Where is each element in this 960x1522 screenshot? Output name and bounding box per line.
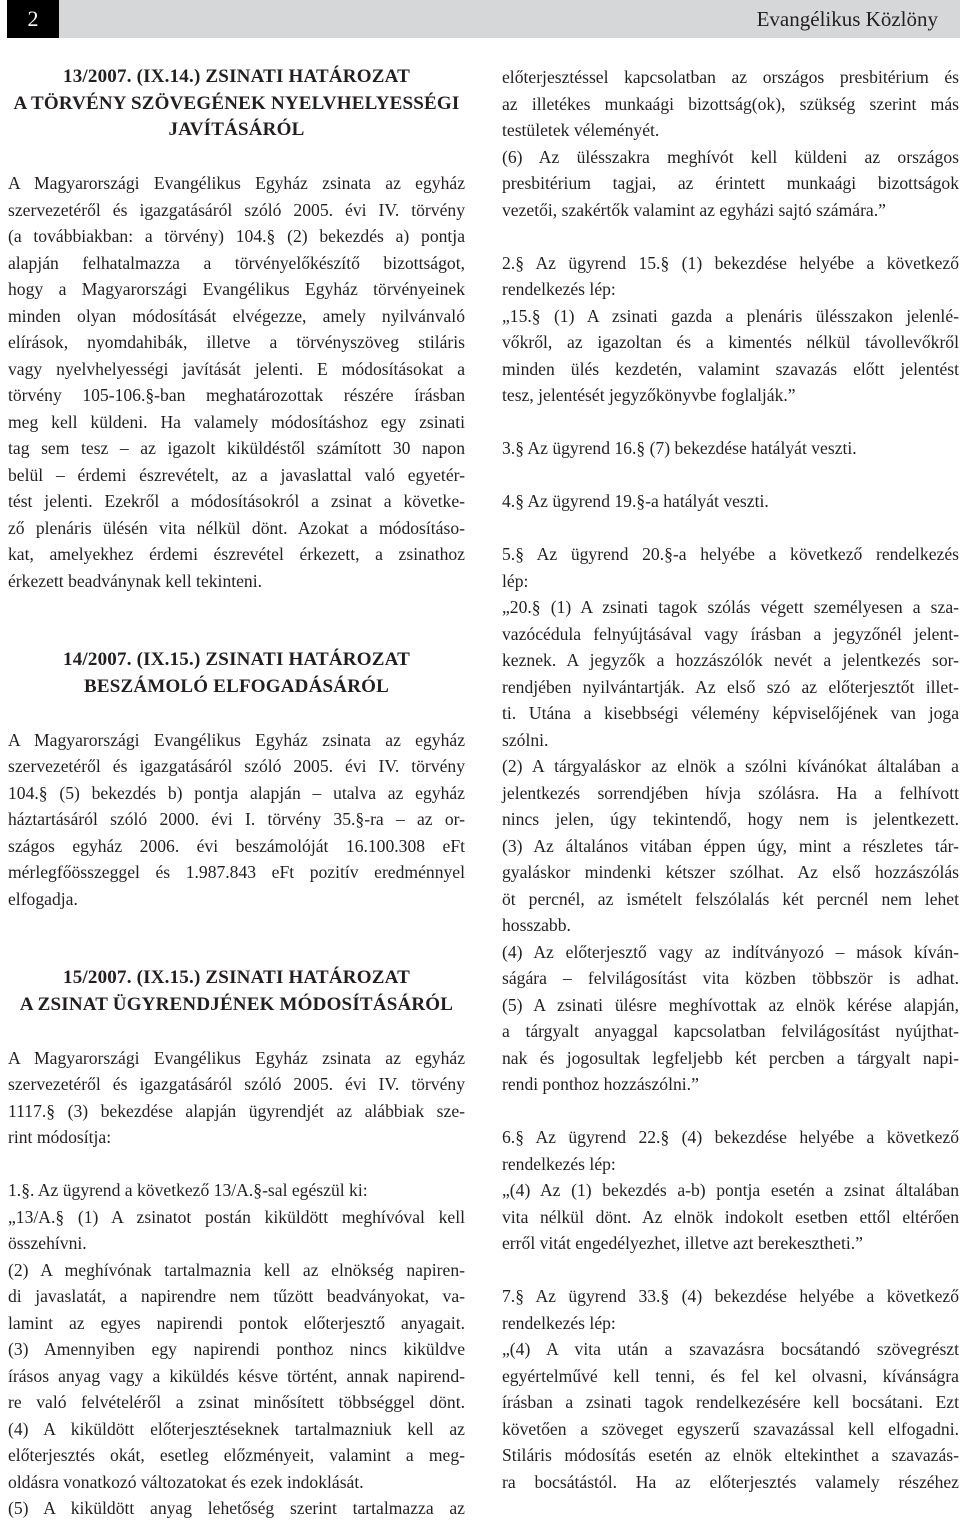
text-line: testületek véleményét. [502,120,660,140]
right-column [502,64,959,1495]
header-bar [59,0,960,38]
text-line: (2) A meghívónak tartalmaznia kell az elnökség napiren- [8,1259,465,1280]
text-line: szágos egyház 2006. évi beszámolóját 16.100.308 eFt [8,835,465,856]
text-line: 1117.§ (3) bekezdése alapján ügyrendjét az alábbiak sze- [8,1100,465,1121]
text-line: ra bocsátástól. Ha az előterjesztés valamely részéhez [502,1471,959,1492]
journal-title: Evangélikus Közlöny [756,7,938,31]
section-title-line: A TÖRVÉNY SZÖVEGÉNEK NYELVHELYESSÉGI [13,92,460,114]
text-line: minden ülés kezdetén, valamint szavazás előtt jelentést [502,358,959,379]
section-title-line: 15/2007. (IX.15.) ZSINATI HATÁROZAT [63,967,410,988]
text-line: presbitérium tagjai, az érintett munkaági bizottságok [502,173,959,193]
blank-line [8,912,465,939]
text-line: (3) Az általános vitában éppen úgy, mint a részletes tár- [502,835,959,856]
blank-line [8,1018,465,1045]
text-line: rendelkezés lép: [502,1153,616,1174]
text-line: 3.§ Az ügyrend 16.§ (7) bekezdése hatályát veszti. [502,438,857,458]
text-line: 5.§ Az ügyrend 20.§-a helyébe a következő rendelkezés [502,544,959,564]
text-line: ző plenáris ülésén vita nélkül dönt. Azokat a módosításo- [8,517,465,538]
section-title-line: 14/2007. (IX.15.) ZSINATI HATÁROZAT [63,649,410,670]
section-title-line: BESZÁMOLÓ ELFOGADÁSÁRÓL [84,675,389,697]
page-number: 2 [7,0,59,38]
text-line: hosszabb. [502,915,571,935]
text-line: nincs jelen, úgy tekintendő, hogy nem is jelentkezett. [502,809,959,829]
text-line: (3) Amennyiben egy napirendi ponthoz nincs kiküldve [8,1339,465,1359]
blank-line [8,594,465,621]
text-line: jelentkezés sorrendjében hívja szólásra. Ha a felhívott [502,782,959,803]
blank-line [8,939,465,966]
text-line: A Magyarországi Evangélikus Egyház zsinata az egyház [8,173,465,193]
text-line: vazócédula felnyújtásával vagy írásban a jegyzőnél jelent- [502,623,959,644]
text-line: A Magyarországi Evangélikus Egyház zsinata az egyház [8,729,465,750]
text-line: alapján felhatalmazza a törvényelőkészítő bizottságot, [8,252,465,273]
text-line: vőkről, az igazoltan és a kimentés nélkül távollevőkről [502,332,959,352]
text-line: ti. Utána a kisebbségi vélemény képviselőjének van joga [502,703,959,723]
text-line: 2.§ Az ügyrend 15.§ (1) bekezdése helyébe a következő [502,252,959,273]
text-line: vezetői, szakértők valamint az egyházi sajtó számára.” [502,199,886,220]
text-line: 7.§ Az ügyrend 33.§ (4) bekezdése helyébe a következő [502,1286,959,1306]
blank-line [502,1098,959,1125]
text-line: írásos anyag vagy a kiküldés késve történt, annak napirend- [8,1365,465,1386]
text-line: 4.§ Az ügyrend 19.§-a hatályát veszti. [502,491,769,511]
text-line: tesz, jelentését jegyzőkönyvbe foglalják.” [502,385,796,405]
text-line: (4) A kiküldött előterjesztéseknek tartalmazniuk kell az [8,1418,465,1439]
text-line: szervezetéről és igazgatásáról szóló 2005. évi IV. törvény [8,199,465,220]
text-line: mérlegfőösszeggel és 1.987.843 eFt pozitív eredménnyel [8,862,465,882]
text-line: nak és jogosultak legfeljebb két percben a tárgyalt napi- [502,1047,959,1068]
text-line: tést jelenti. Ezekről a módosításokról a zsinat a követke- [8,491,465,511]
text-line: vita nélkül dönt. Az elnök indokolt esetben ettől eltérően [502,1206,959,1227]
text-line: lamint az egyes napirendi pontok előterjesztő anyagait. [8,1312,465,1333]
text-line: ságára – felvilágosítást vita közben többször is adhat. [502,968,959,988]
text-line: minden olyan módosítását elvégezze, amely nyilvánvaló [8,305,465,326]
text-line: az illetékes munkaági bizottság(ok), szükség szerint más [502,93,959,114]
section-title-line: 13/2007. (IX.14.) ZSINATI HATÁROZAT [63,66,410,87]
text-line: hogy a Magyarországi Evangélikus Egyház törvényeinek [8,279,465,299]
text-line: „20.§ (1) A zsinati tagok szólás végett személyesen a sza- [502,597,959,617]
blank-line [502,223,959,250]
blank-line [502,462,959,489]
text-line: 1.§. Az ügyrend a következő 13/A.§-sal egészül ki: [8,1180,368,1200]
text-line: háztartásáról szóló 2000. évi I. törvény 35.§-ra – az or- [8,809,465,829]
text-line: előterjesztés okát, esetleg előzményeit, valamint a meg- [8,1445,465,1465]
text-line: „13/A.§ (1) A zsinatot postán kiküldött meghívóval kell [8,1206,465,1227]
text-line: (5) A zsinati ülésre meghívottak az elnök kérése alapján, [502,994,959,1015]
text-line: a tárgyalt anyaggal kapcsolatban felvilágosítást nyújthat- [502,1021,959,1041]
text-line: törvény 105-106.§-ban meghatározottak részére írásban [8,385,465,405]
text-line: belül – érdemi észrevételt, az a javaslattal való egyetér- [8,464,465,485]
text-line: rendi ponthoz hozzászólni.” [502,1074,699,1094]
text-line: rendelkezés lép: [502,1312,616,1333]
text-line: 6.§ Az ügyrend 22.§ (4) bekezdése helyébe a következő [502,1127,959,1147]
left-column [8,64,465,1522]
text-line: Stiláris módosítás esetén az elnök eltekinthet a szavazás- [502,1445,959,1465]
blank-line [8,621,465,648]
text-line: (6) Az ülésszakra meghívót kell küldeni az országos [502,146,959,167]
text-line: tag sem tesz – az igazolt kiküldéstől számított 30 napon [8,438,465,458]
text-line: érkezett beadványnak kell tekinteni. [8,570,263,591]
text-line: rint módosítja: [8,1127,112,1147]
blank-line [502,515,959,542]
text-line: kat, amelyekhez érdemi észrevétel érkezett, a zsinathoz [8,544,465,564]
text-line: di javaslatát, a napirendre nem tűzött beadványokat, va- [8,1286,465,1306]
text-line: oldásra vonatkozó változatokat és ezek indoklását. [8,1471,364,1492]
text-line: elfogadja. [8,888,78,909]
section-title-line: JAVÍTÁSÁRÓL [168,119,305,140]
text-line: keznek. A jegyzők a hozzászólók nevét a jelentkezés sor- [502,650,959,670]
text-line: vagy nyelvhelyességi javítását jelenti. E módosításokat a [8,358,465,379]
blank-line [8,1151,465,1178]
text-line: öt percnél, az ismételt felszólalás két percnél nem lehet [502,888,959,909]
blank-line [502,409,959,436]
text-line: elírások, nyomdahibák, illetve a törvényszöveg stiláris [8,332,465,352]
text-line: szólni. [502,729,549,750]
blank-line [502,1257,959,1284]
text-line: A Magyarországi Evangélikus Egyház zsinata az egyház [8,1047,465,1068]
blank-line [8,144,465,171]
text-line: (a továbbiakban: a törvény) 104.§ (2) bekezdés a) pontja [8,226,465,246]
text-line: rendelkezés lép: [502,279,616,299]
text-line: re való felvételéről a zsinat minősített többséggel dönt. [8,1392,465,1412]
text-line: rendjében nyilvántartják. Az első szó az előterjesztőt illet- [502,676,959,697]
text-line: szervezetéről és igazgatásáról szóló 2005. évi IV. törvény [8,1074,465,1094]
page-header [0,0,960,38]
text-line: egyértelművé kell tenni, és fel kel olvasni, kívánságra [502,1365,959,1386]
text-line: (4) Az előterjesztő vagy az indítványozó – mások kíván- [502,941,959,962]
section-title-line: A ZSINAT ÜGYRENDJÉNEK MÓDOSÍTÁSÁRÓL [19,993,454,1015]
text-line: „(4) A vita után a szavazásra bocsátandó szövegrészt [502,1339,959,1359]
text-line: követően a szöveget egyszerű szavazással kell elfogadni. [502,1418,959,1439]
text-line: előterjesztéssel kapcsolatban az országos presbitérium és [502,67,959,87]
text-line: (2) A tárgyaláskor az elnök a szólni kívánókat általában a [502,756,959,776]
text-line: meg kell küldeni. Ha valamely módosításhoz egy zsinati [8,411,465,432]
text-line: erről vitát engedélyezhet, illetve azt berekesztheti.” [502,1233,863,1253]
text-line: „(4) Az (1) bekezdés a-b) pontja esetén a zsinat általában [502,1180,959,1200]
text-line: lép: [502,570,529,591]
text-line: 104.§ (5) bekezdés b) pontja alapján – utalva az egyház [8,782,465,803]
text-line: összehívni. [8,1233,87,1253]
text-line: írásban a zsinati tagok rendelkezésére kell bocsátani. Ezt [502,1392,959,1412]
text-line: szervezetéről és igazgatásáról szóló 2005. évi IV. törvény [8,756,465,776]
blank-line [8,700,465,727]
text-line: „15.§ (1) A zsinati gazda a plenáris ülésszakon jelenlé- [502,305,959,326]
text-line: (5) A kiküldött anyag lehetőség szerint tartalmazza az [8,1498,465,1518]
text-line: gyaláskor mindenki kétszer szólhat. Az első hozzászólás [502,862,959,882]
